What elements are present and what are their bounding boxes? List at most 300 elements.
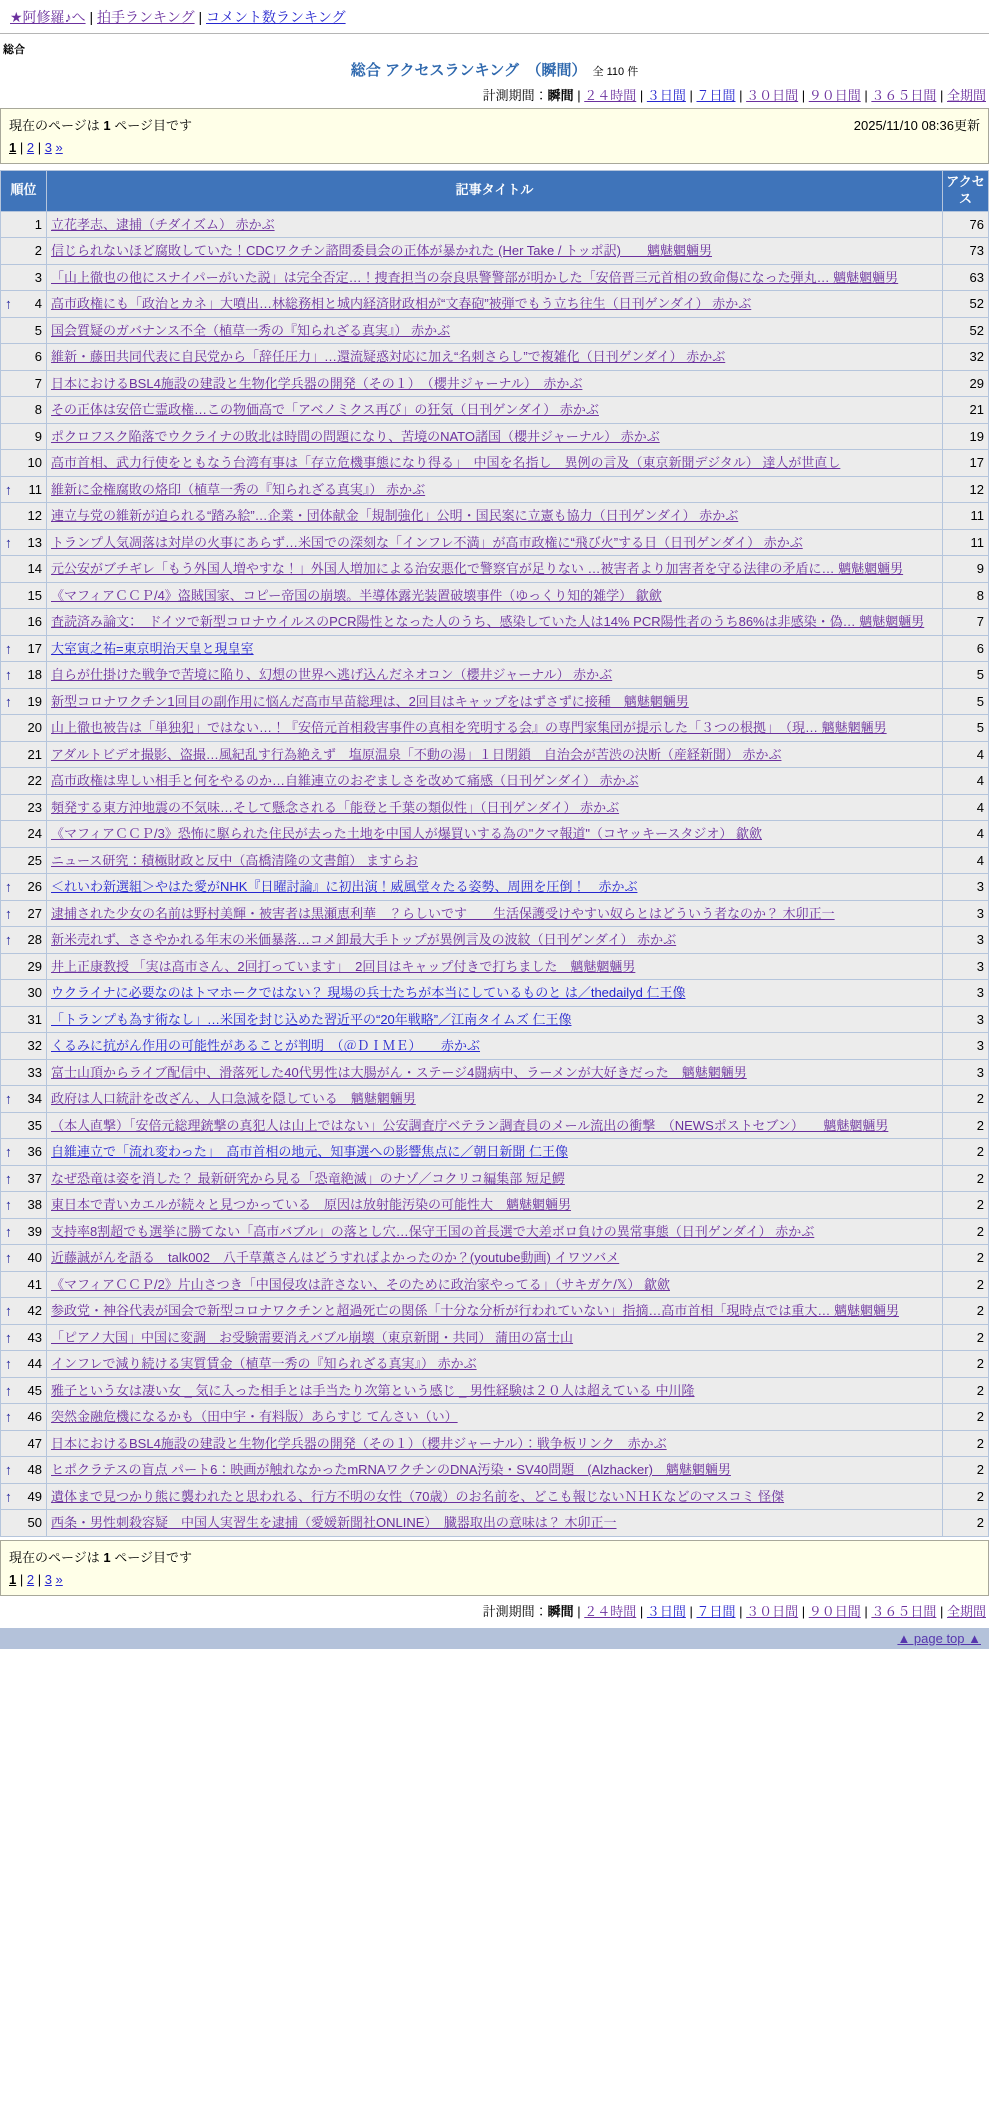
access-count: 2 bbox=[943, 1457, 989, 1484]
title-cell bbox=[47, 344, 943, 371]
period-link-4[interactable]: ９０日間 bbox=[808, 1603, 861, 1619]
separator: | bbox=[735, 88, 747, 103]
period-bar-top bbox=[0, 85, 986, 104]
rank-number: 4 bbox=[34, 296, 42, 312]
table-row bbox=[1, 1271, 989, 1298]
title-cell bbox=[47, 1271, 943, 1298]
page-info-line bbox=[9, 113, 980, 137]
access-count: 52 bbox=[943, 291, 989, 318]
rank-up-icon: ↑ bbox=[5, 640, 12, 657]
rank-up-icon: ↑ bbox=[5, 905, 12, 922]
rank-up-icon: ↑ bbox=[5, 1408, 12, 1425]
access-count: 4 bbox=[943, 768, 989, 795]
table-row bbox=[1, 715, 989, 742]
access-count: 5 bbox=[943, 662, 989, 689]
separator: | bbox=[685, 1603, 697, 1619]
rank-cell bbox=[1, 847, 47, 874]
article-link[interactable]: 富士山頂からライブ配信中、滑落死した40代男性は大腸がん・ステージ4闘病中、ラーメンが大好きだった 魑魅魍魎男 bbox=[51, 1064, 747, 1080]
table-row bbox=[1, 1033, 989, 1060]
rank-cell bbox=[1, 715, 47, 742]
access-count: 2 bbox=[943, 1165, 989, 1192]
title-cell bbox=[47, 1377, 943, 1404]
table-row bbox=[1, 1324, 989, 1351]
access-count: 2 bbox=[943, 1271, 989, 1298]
article-link[interactable]: 政府は人口統計を改ざん、人口急減を隠している 魑魅魍魎男 bbox=[51, 1091, 416, 1107]
pagination-top bbox=[9, 137, 980, 157]
separator: | bbox=[85, 9, 97, 25]
article-link[interactable]: 逮捕された少女の名前は野村美輝・被害者は黒瀬恵利華 ？らしいです 生活保護受けやすい奴らとはどういう者なのか？ 木卯正一 bbox=[51, 905, 835, 921]
rank-number: 44 bbox=[27, 1356, 42, 1372]
table-row bbox=[1, 794, 989, 821]
rank-up-icon: ↑ bbox=[5, 1302, 12, 1319]
rank-cell bbox=[1, 662, 47, 689]
article-link[interactable]: 日本におけるBSL4施設の建設と生物化学兵器の開発（その１） （櫻井ジャーナル） 赤かぶ bbox=[51, 375, 583, 391]
rank-number: 13 bbox=[27, 534, 42, 550]
period-link-2[interactable]: ７日間 bbox=[696, 88, 736, 103]
access-count: 3 bbox=[943, 1059, 989, 1086]
rank-number: 3 bbox=[34, 269, 42, 285]
rank-cell bbox=[1, 874, 47, 901]
rank-number: 29 bbox=[27, 958, 42, 974]
rank-up-icon: ↑ bbox=[5, 1143, 12, 1160]
title-cell bbox=[47, 635, 943, 662]
rank-up-icon: ↑ bbox=[5, 481, 12, 498]
pager-page-link-3[interactable]: 3 bbox=[44, 140, 52, 155]
access-count: 2 bbox=[943, 1086, 989, 1113]
title-cell bbox=[47, 238, 943, 265]
table-row bbox=[1, 1298, 989, 1325]
article-link[interactable]: 連立与党の維新が迫られる“踏み絵”…企業・団体献金「規制強化」公明・国民案に立憲も協力（日刊ゲンダイ） 赤かぶ bbox=[51, 508, 739, 524]
table-row bbox=[1, 1192, 989, 1219]
separator: | bbox=[16, 140, 27, 155]
period-link-6[interactable]: 全期間 bbox=[946, 88, 986, 103]
rank-number: 34 bbox=[27, 1091, 42, 1107]
rank-cell bbox=[1, 927, 47, 954]
rank-up-icon: ↑ bbox=[5, 534, 12, 551]
title-cell bbox=[47, 874, 943, 901]
bottom-bar bbox=[0, 1628, 989, 1649]
table-row bbox=[1, 1483, 989, 1510]
rank-cell bbox=[1, 1059, 47, 1086]
table-row bbox=[1, 264, 989, 291]
pager-page-link-2[interactable]: 2 bbox=[26, 140, 35, 155]
rank-number: 14 bbox=[27, 561, 42, 577]
table-row bbox=[1, 635, 989, 662]
table-row bbox=[1, 1086, 989, 1113]
period-link-5[interactable]: ３６５日間 bbox=[871, 88, 937, 103]
article-link[interactable]: 参政党・神谷代表が国会で新型コロナワクチンと超過死亡の関係「十分な分析が行われていない」指摘…高市首相「現時点では重大… 魑魅魍魎男 bbox=[51, 1303, 899, 1319]
rank-number: 39 bbox=[27, 1223, 42, 1239]
rank-cell bbox=[1, 1033, 47, 1060]
rank-number: 20 bbox=[27, 720, 42, 736]
separator: | bbox=[636, 1603, 647, 1619]
rank-cell bbox=[1, 264, 47, 291]
access-count: 3 bbox=[943, 980, 989, 1007]
separator: | bbox=[936, 1603, 947, 1619]
article-link[interactable]: 近藤誠がんを語る talk002 八千草薫さんはどうすればよかったのか？(youtube動画) イワツバメ bbox=[51, 1250, 620, 1266]
access-count: 5 bbox=[943, 715, 989, 742]
article-link[interactable]: 「ピアノ大国」中国に変調 お受験需要消えバブル崩壊（東京新聞・共同） 蒲田の富士山 bbox=[51, 1329, 574, 1345]
rank-cell bbox=[1, 423, 47, 450]
rank-up-icon: ↑ bbox=[5, 1461, 12, 1478]
rank-number: 19 bbox=[27, 693, 42, 709]
rank-cell bbox=[1, 794, 47, 821]
table-row bbox=[1, 847, 989, 874]
separator: | bbox=[735, 1603, 747, 1619]
table-row bbox=[1, 1218, 989, 1245]
table-row bbox=[1, 953, 989, 980]
rank-cell bbox=[1, 1006, 47, 1033]
separator: | bbox=[685, 88, 697, 103]
title-cell bbox=[47, 1245, 943, 1272]
period-link-1[interactable]: ３日間 bbox=[646, 1603, 686, 1619]
rank-cell bbox=[1, 953, 47, 980]
access-count: 2 bbox=[943, 1192, 989, 1219]
period-link-3[interactable]: ３０日間 bbox=[746, 88, 799, 103]
article-link[interactable]: 自維連立で「流れ変わった」 高市首相の地元、知事選への影響焦点に／朝日新聞 仁王像 bbox=[51, 1144, 568, 1160]
access-count: 9 bbox=[943, 556, 989, 583]
article-link[interactable]: 《マフィアＣＣＰ/4》盗賊国家、コピー帝国の崩壊。半導体露光装置破壊事件（ゆっくり知的雑学） 歙歛 bbox=[51, 587, 662, 603]
access-count: 7 bbox=[943, 609, 989, 636]
table-row bbox=[1, 238, 989, 265]
article-link[interactable]: ポクロフスク陥落でウクライナの敗北は時間の問題になり、苦境のNATO諸国（櫻井ジャーナル） 赤かぶ bbox=[51, 428, 660, 444]
access-count: 2 bbox=[943, 1298, 989, 1325]
table-row bbox=[1, 1006, 989, 1033]
rank-up-icon: ↑ bbox=[5, 1488, 12, 1505]
rank-number: 35 bbox=[27, 1117, 42, 1133]
rank-up-icon: ↑ bbox=[5, 295, 12, 312]
rank-cell bbox=[1, 1351, 47, 1378]
title-cell bbox=[47, 397, 943, 424]
title-cell bbox=[47, 291, 943, 318]
title-cell bbox=[47, 1483, 943, 1510]
article-link[interactable]: ニュース研究：積極財政と反中（高橋清隆の文書館） ますらお bbox=[51, 852, 418, 868]
rank-cell bbox=[1, 344, 47, 371]
top-nav-link-2[interactable]: コメント数ランキング bbox=[206, 9, 346, 25]
pager-page-link-3[interactable]: 3 bbox=[44, 1571, 52, 1587]
rank-number: 42 bbox=[27, 1303, 42, 1319]
period-link-3[interactable]: ３０日間 bbox=[746, 1603, 799, 1619]
table-row bbox=[1, 1510, 989, 1537]
article-link[interactable]: ＜れいわ新選組＞やはた愛がNHK『日曜討論』に初出演！威風堂々たる姿勢、周囲を圧倒！ 赤かぶ bbox=[51, 879, 638, 895]
title-cell bbox=[47, 980, 943, 1007]
article-link[interactable]: 維新・藤田共同代表に自民党から「辞任圧力」…還流疑惑対応に加え“名刺さらし”で複雑化（日刊ゲンダイ） 赤かぶ bbox=[51, 349, 726, 365]
access-count: 3 bbox=[943, 927, 989, 954]
table-row bbox=[1, 900, 989, 927]
article-link[interactable]: （本人直撃）「安倍元総理銃撃の真犯人は山上ではない」公安調査庁ベテラン調査員のメール流出の衝撃 （NEWSポストセブン） 魑魅魍魎男 bbox=[51, 1117, 889, 1133]
table-row bbox=[1, 1457, 989, 1484]
rank-cell bbox=[1, 291, 47, 318]
article-link[interactable]: 突然金融危機になるかも（田中宇・有料版）あらすじ てんさい（い） bbox=[51, 1409, 458, 1425]
rank-number: 5 bbox=[34, 322, 42, 338]
rank-number: 45 bbox=[27, 1382, 42, 1398]
access-count: 2 bbox=[943, 1351, 989, 1378]
rank-cell bbox=[1, 503, 47, 530]
title-cell bbox=[47, 503, 943, 530]
table-row bbox=[1, 503, 989, 530]
access-count: 11 bbox=[943, 503, 989, 530]
rank-number: 50 bbox=[27, 1515, 42, 1531]
rank-cell bbox=[1, 370, 47, 397]
article-link[interactable]: 高市政権は卑しい相手と何をやるのか…自維連立のおぞましさを改めて痛感（日刊ゲンダイ） 赤かぶ bbox=[51, 773, 639, 789]
title-cell bbox=[47, 1059, 943, 1086]
article-link[interactable]: インフレで減り続ける実質賃金（植草一秀の『知られざる真実』） 赤かぶ bbox=[51, 1356, 477, 1372]
pager-current-page: 1 bbox=[9, 1571, 17, 1587]
article-link[interactable]: ヒポクラテスの盲点 パート6：映画が触れなかったmRNAワクチンのDNA汚染・SV40問題 (Alzhacker) 魑魅魍魎男 bbox=[51, 1462, 731, 1478]
access-count: 3 bbox=[943, 1006, 989, 1033]
rank-number: 24 bbox=[27, 826, 42, 842]
article-link[interactable]: アダルトビデオ撮影、盗撮…風紀乱す行為絶えず 塩原温泉「不動の湯」１日閉鎖 自治会が苦渋の決断（産経新聞） 赤かぶ bbox=[51, 746, 782, 762]
period-link-4[interactable]: ９０日間 bbox=[808, 88, 861, 103]
table-row bbox=[1, 927, 989, 954]
rank-cell bbox=[1, 900, 47, 927]
access-count: 8 bbox=[943, 582, 989, 609]
article-link[interactable]: その正体は安倍亡霊政権…この物価高で「アベノミクス再び」の狂気（日刊ゲンダイ） 赤かぶ bbox=[51, 402, 599, 418]
rank-number: 17 bbox=[27, 640, 42, 656]
table-row bbox=[1, 1351, 989, 1378]
article-link[interactable]: 「山上徹也の他にスナイパーがいた説」は完全否定…！捜査担当の奈良県警警部が明かした「安倍晋三元首相の致命傷になった弾丸… 魑魅魍魎男 bbox=[51, 269, 899, 285]
rank-cell bbox=[1, 397, 47, 424]
rank-number: 32 bbox=[27, 1038, 42, 1054]
rank-number: 37 bbox=[27, 1170, 42, 1186]
title-cell bbox=[47, 953, 943, 980]
article-link[interactable]: 日本におけるBSL4施設の建設と生物化学兵器の開発（その１）（櫻井ジャーナル）：戦争板リンク 赤かぶ bbox=[51, 1435, 667, 1451]
title-cell bbox=[47, 1006, 943, 1033]
title-cell bbox=[47, 370, 943, 397]
title-cell bbox=[47, 768, 943, 795]
table-row bbox=[1, 1245, 989, 1272]
period-current: 瞬間 bbox=[547, 1603, 574, 1619]
article-link[interactable]: 《マフィアＣＣＰ/2》片山さつき「中国侵攻は許さない、そのために政治家やってる」（サキガケ/𝕏） 歙歛 bbox=[51, 1276, 670, 1292]
table-row bbox=[1, 476, 989, 503]
period-link-5[interactable]: ３６５日間 bbox=[871, 1603, 937, 1619]
title-cell bbox=[47, 1086, 943, 1113]
title-cell bbox=[47, 1404, 943, 1431]
table-row bbox=[1, 821, 989, 848]
table-row bbox=[1, 291, 989, 318]
rank-cell bbox=[1, 211, 47, 238]
title-cell bbox=[47, 1165, 943, 1192]
article-link[interactable]: 山上徹也被告は「単独犯」ではない…！『安倍元首相殺害事件の真相を究明する会』の専門家集団が提示した「３つの根拠」 （現… 魑魅魍魎男 bbox=[51, 720, 887, 736]
rank-cell bbox=[1, 1165, 47, 1192]
article-link[interactable]: 立花孝志、逮捕（チダイズム） 赤かぶ bbox=[51, 216, 275, 232]
table-row bbox=[1, 317, 989, 344]
access-count: 63 bbox=[943, 264, 989, 291]
access-count: 12 bbox=[943, 476, 989, 503]
rank-number: 31 bbox=[27, 1011, 42, 1027]
access-count: 4 bbox=[943, 741, 989, 768]
pager-next-link[interactable]: » bbox=[55, 1571, 63, 1587]
title-cell bbox=[47, 317, 943, 344]
rank-number: 26 bbox=[27, 879, 42, 895]
title-cell bbox=[47, 609, 943, 636]
article-link[interactable]: 高市政権にも「政治とカネ」大噴出…林総務相と城内経済財政相が“文春砲”被弾でもう立ち往生（日刊ゲンダイ） 赤かぶ bbox=[51, 296, 752, 312]
period-bar-bottom bbox=[0, 1601, 986, 1620]
title-cell bbox=[47, 582, 943, 609]
table-row bbox=[1, 688, 989, 715]
table-row bbox=[1, 609, 989, 636]
article-link[interactable]: 大室寅之祐=東京明治天皇と現皇室 bbox=[51, 640, 254, 656]
rank-cell bbox=[1, 1483, 47, 1510]
access-count: 2 bbox=[943, 1324, 989, 1351]
title-cell bbox=[47, 476, 943, 503]
access-count: 3 bbox=[943, 900, 989, 927]
access-count: 2 bbox=[943, 1377, 989, 1404]
access-count: 2 bbox=[943, 1218, 989, 1245]
access-count: 52 bbox=[943, 317, 989, 344]
article-link[interactable]: ウクライナに必要なのはトマホークではない？ 現場の兵士たちが本当にしているものと は／thedailyd 仁王像 bbox=[51, 985, 686, 1001]
title-cell bbox=[47, 900, 943, 927]
title-cell bbox=[47, 688, 943, 715]
separator: | bbox=[194, 9, 206, 25]
table-row bbox=[1, 1139, 989, 1166]
access-count: 2 bbox=[943, 1483, 989, 1510]
pager-next-link[interactable]: » bbox=[55, 140, 63, 155]
pager-page-link-2[interactable]: 2 bbox=[26, 1571, 35, 1587]
article-link[interactable]: 新型コロナワクチン1回目の副作用に悩んだ高市早苗総理は、2回目はキャップをはずさずに接種 魑魅魍魎男 bbox=[51, 693, 689, 709]
rank-up-icon: ↑ bbox=[5, 666, 12, 683]
table-row bbox=[1, 1377, 989, 1404]
title-cell bbox=[47, 927, 943, 954]
title-cell bbox=[47, 1218, 943, 1245]
access-count: 2 bbox=[943, 1430, 989, 1457]
rank-number: 36 bbox=[27, 1144, 42, 1160]
article-link[interactable]: 《マフィアＣＣＰ/3》恐怖に駆られた住民が去った土地を中国人が爆買いする為の"クマ報道"（コヤッキースタジオ） 歙歛 bbox=[51, 826, 762, 842]
article-link[interactable]: 井上正康教授 「実は高市さん、2回打っています」 2回目はキャップ付きで打ちました 魑魅魍魎男 bbox=[51, 958, 636, 974]
rank-cell bbox=[1, 980, 47, 1007]
article-link[interactable]: なぜ恐竜は姿を消した？ 最新研究から見る「恐竜絶滅」のナゾ／コクリコ編集部 短足鰐 bbox=[51, 1170, 565, 1186]
top-nav-link-0[interactable]: ★阿修羅♪へ bbox=[10, 9, 86, 25]
current-page-number: 1 bbox=[103, 118, 111, 133]
rank-number: 22 bbox=[27, 773, 42, 789]
access-count: 11 bbox=[943, 529, 989, 556]
rank-cell bbox=[1, 741, 47, 768]
rank-cell bbox=[1, 317, 47, 344]
title-cell bbox=[47, 264, 943, 291]
access-count: 17 bbox=[943, 450, 989, 477]
title-cell bbox=[47, 715, 943, 742]
page-title: 総合 アクセスランキング （瞬間） bbox=[350, 62, 587, 79]
period-label: 計測期間： bbox=[482, 88, 548, 103]
article-link[interactable]: 国会質疑のガバナンス不全（植草一秀の『知られざる真実』） 赤かぶ bbox=[51, 322, 451, 338]
rank-up-icon: ↑ bbox=[5, 693, 12, 710]
separator: | bbox=[573, 88, 585, 103]
title-cell bbox=[47, 1298, 943, 1325]
rank-number: 7 bbox=[34, 375, 42, 391]
title-cell bbox=[47, 794, 943, 821]
article-link[interactable]: 新米売れず、ささやかれる年末の米価暴落…コメ卸最大手トップが異例言及の波紋（日刊ゲンダイ） 赤かぶ bbox=[51, 932, 677, 948]
access-count: 2 bbox=[943, 1245, 989, 1272]
table-header-row bbox=[1, 171, 989, 212]
period-link-2[interactable]: ７日間 bbox=[696, 1603, 736, 1619]
rank-column-header: 順位 bbox=[1, 171, 47, 212]
table-row bbox=[1, 211, 989, 238]
article-link[interactable]: くるみに抗がん作用の可能性があることが判明 （＠ＤＩＭＥ） 赤かぶ bbox=[51, 1038, 481, 1054]
title-cell bbox=[47, 1510, 943, 1537]
rank-cell bbox=[1, 1324, 47, 1351]
rank-number: 41 bbox=[27, 1276, 42, 1292]
rank-number: 47 bbox=[27, 1435, 42, 1451]
top-nav-link-1[interactable]: 拍手ランキング bbox=[96, 9, 195, 25]
rank-number: 16 bbox=[27, 614, 42, 630]
title-cell bbox=[47, 1112, 943, 1139]
article-link[interactable]: 「トランプも為す術なし」…米国を封じ込めた習近平の“20年戦略”／江南タイムズ 仁王像 bbox=[51, 1011, 572, 1027]
title-cell bbox=[47, 1430, 943, 1457]
period-link-1[interactable]: ３日間 bbox=[646, 88, 686, 103]
article-link[interactable]: 維新に金権腐敗の烙印（植草一秀の『知られざる真実』） 赤かぶ bbox=[51, 481, 426, 497]
title-column-header: 記事タイトル bbox=[47, 171, 943, 212]
article-link[interactable]: 遺体まで見つかり熊に襲われたと思われる、行方不明の女性（70歳）のお名前を、どこも報じないＮＨＫなどのマスコミ 怪傑 bbox=[51, 1488, 785, 1504]
article-link[interactable]: 自らが仕掛けた戦争で苦境に陥り、幻想の世界へ逃げ込んだネオコン（櫻井ジャーナル） 赤かぶ bbox=[51, 667, 613, 683]
access-count: 76 bbox=[943, 211, 989, 238]
article-link[interactable]: 頻発する東方沖地震の不気味…そして懸念される「能登と千葉の類似性」（日刊ゲンダイ） 赤かぶ bbox=[51, 799, 620, 815]
separator: | bbox=[34, 1571, 45, 1587]
access-count: 19 bbox=[943, 423, 989, 450]
page-info-line bbox=[9, 1545, 980, 1569]
article-link[interactable]: 西条・男性刺殺容疑 中国人実習生を逮捕（愛媛新聞社ONLINE） 臓器取出の意味は？ 木卯正一 bbox=[51, 1515, 617, 1531]
rank-number: 49 bbox=[27, 1488, 42, 1504]
title-cell bbox=[47, 821, 943, 848]
rank-cell bbox=[1, 1271, 47, 1298]
rank-cell bbox=[1, 1086, 47, 1113]
table-row bbox=[1, 662, 989, 689]
access-count: 3 bbox=[943, 874, 989, 901]
rank-number: 21 bbox=[27, 746, 42, 762]
rank-number: 12 bbox=[27, 508, 42, 524]
title-cell bbox=[47, 662, 943, 689]
title-cell bbox=[47, 450, 943, 477]
rank-number: 40 bbox=[27, 1250, 42, 1266]
rank-cell bbox=[1, 556, 47, 583]
access-count: 32 bbox=[943, 344, 989, 371]
period-link-0[interactable]: ２４時間 bbox=[584, 88, 637, 103]
article-link[interactable]: 東日本で青いカエルが続々と見つかっている 原因は放射能汚染の可能性大 魑魅魍魎男 bbox=[51, 1197, 572, 1213]
period-link-0[interactable]: ２４時間 bbox=[584, 1603, 637, 1619]
period-link-6[interactable]: 全期間 bbox=[946, 1603, 986, 1619]
rank-cell bbox=[1, 1377, 47, 1404]
rank-cell bbox=[1, 821, 47, 848]
article-link[interactable]: トランプ人気凋落は対岸の火事にあらず…米国での深刻な「インフレ不満」が高市政権に“飛び火”する日（日刊ゲンダイ） 赤かぶ bbox=[51, 534, 803, 550]
rank-cell bbox=[1, 609, 47, 636]
table-row bbox=[1, 1165, 989, 1192]
rank-cell bbox=[1, 1245, 47, 1272]
article-link[interactable]: 支持率8割超でも選挙に勝てない「高市バブル」の落とし穴…保守王国の首長選で大差ボロ負けの異常事態（日刊ゲンダイ） 赤かぶ bbox=[51, 1223, 815, 1239]
article-link[interactable]: 査読済み論文： ドイツで新型コロナウイルスのPCR陽性となった人のうち、感染していた人は14% PCR陽性者のうち86%は非感染・偽… 魑魅魍魎男 bbox=[51, 614, 925, 630]
article-link[interactable]: 高市首相、武力行使をともなう台湾有事は「存立危機事態になり得る」 中国を名指し 異例の言及（東京新聞デジタル） 達人が世直し bbox=[51, 455, 841, 471]
article-link[interactable]: 元公安がブチギレ「もう外国人増やすな！」外国人増加による治安悪化で警察官が足りない …被害者より加害者を守る法律の矛盾に… 魑魅魍魎男 bbox=[51, 561, 904, 577]
rank-cell bbox=[1, 1139, 47, 1166]
rank-cell bbox=[1, 1298, 47, 1325]
title-cell bbox=[47, 847, 943, 874]
article-link[interactable]: 雅子という女は凄い女 _ 気に入った相手とは手当たり次第という感じ _ 男性経験は２０人は超えている 中川隆 bbox=[51, 1382, 695, 1398]
current-page-text: 現在のページは 1 ページ目です bbox=[9, 1549, 192, 1565]
rank-up-icon: ↑ bbox=[5, 1382, 12, 1399]
period-current: 瞬間 bbox=[547, 88, 574, 103]
title-cell bbox=[47, 1192, 943, 1219]
rank-number: 10 bbox=[27, 455, 42, 471]
table-row bbox=[1, 450, 989, 477]
article-link[interactable]: 信じられないほど腐敗していた！CDCワクチン諮問委員会の正体が暴かれた (Her Take / トッポ訳) 魑魅魍魎男 bbox=[51, 243, 713, 259]
ranking-table bbox=[0, 170, 989, 1537]
access-count: 4 bbox=[943, 794, 989, 821]
separator: | bbox=[936, 88, 947, 103]
table-row bbox=[1, 370, 989, 397]
rank-up-icon: ↑ bbox=[5, 1249, 12, 1266]
access-count: 29 bbox=[943, 370, 989, 397]
access-count: 73 bbox=[943, 238, 989, 265]
page-top-link[interactable]: ▲ page top ▲ bbox=[897, 1630, 981, 1646]
rank-up-icon: ↑ bbox=[5, 1090, 12, 1107]
